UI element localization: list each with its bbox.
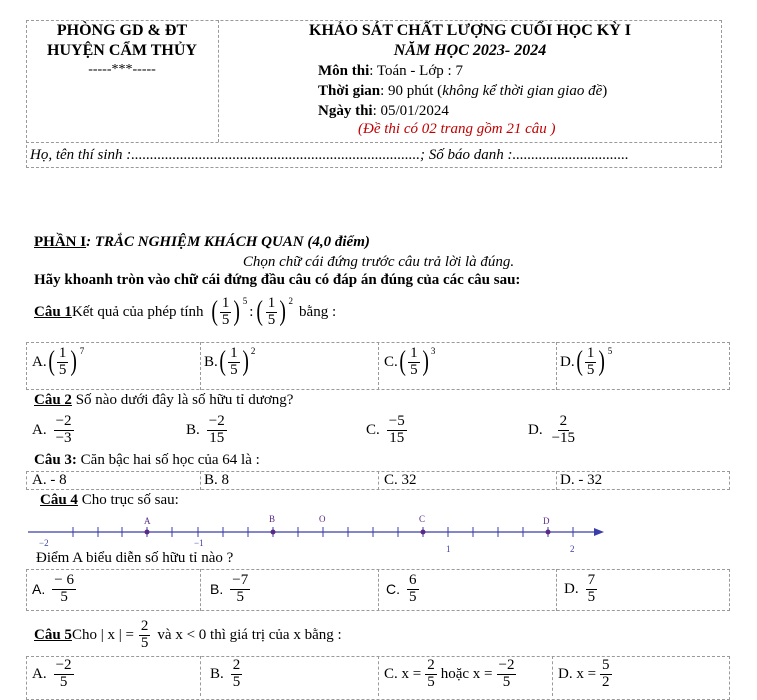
q1-col-divider: [378, 342, 379, 390]
label-o: O: [319, 514, 326, 524]
tick-label-2: 2: [570, 544, 575, 554]
q2-option-b[interactable]: B. $\frac{-2}{15}$: [186, 413, 225, 446]
label-a: A: [144, 516, 151, 526]
department-name: PHÒNG GD & ĐT: [56, 22, 188, 39]
q1-option-b[interactable]: B. ( $\frac{1}{5}$ ) $^2$: [204, 345, 256, 378]
question-5: [34, 619, 342, 652]
q1-col-divider: [200, 342, 201, 390]
q5-option-b[interactable]: B. $\frac{2}{5}$: [210, 657, 241, 690]
section-instruction: Chọn chữ cái đứng trước câu trả lời là đúng.: [242, 254, 515, 270]
q3-col-divider: [200, 471, 201, 490]
question-5-label: Câu 5: [34, 626, 72, 643]
q1-power-b: ( $\frac{1}{5}$ ) $^2$: [256, 295, 294, 328]
label-d: D: [543, 516, 550, 526]
q1-divide: :: [249, 303, 254, 320]
q1-option-a[interactable]: A. ( $\frac{1}{5}$ ) $^7$: [32, 345, 85, 378]
q1-option-c[interactable]: C. ( $\frac{1}{5}$ ) $^3$: [384, 345, 436, 378]
time-line: [318, 83, 607, 100]
district-name: HUYỆN CẨM THỦY: [47, 42, 197, 59]
q3-option-b[interactable]: B. 8: [204, 472, 230, 488]
question-3-text: Căn bậc hai số học của 64 là :: [76, 452, 260, 468]
time-note: không kể thời gian giao đề: [442, 83, 603, 99]
q3-option-c[interactable]: C. 32: [384, 472, 417, 488]
date-value: : 05/01/2024: [372, 103, 449, 119]
date-line: [318, 103, 449, 120]
q5-col-divider: [200, 656, 201, 696]
q5-fraction: $\frac{2}{5}$: [140, 618, 149, 651]
question-1-tail: bằng :: [299, 303, 337, 320]
subject-line: [318, 63, 463, 80]
question-1: [34, 296, 336, 329]
question-3-label: Câu 3:: [34, 452, 77, 468]
section-title-label: PHẦN I: [34, 234, 87, 250]
question-4: [40, 492, 179, 509]
q4-option-a[interactable]: A. $\frac{- 6}{5}$: [32, 572, 74, 605]
school-year: NĂM HỌC 2023- 2024: [393, 42, 547, 59]
point-a: [145, 530, 150, 535]
student-name-line: Họ, tên thí sinh :.............................................................................; Số báo danh :...............................: [30, 147, 629, 163]
header-divider-horizontal: [26, 142, 722, 143]
q1-power-a: ( $\frac{1}{5}$ ) $^5$: [210, 295, 248, 328]
q3-col-divider: [556, 471, 557, 490]
point-b: [271, 530, 276, 535]
q1-option-d[interactable]: D. ( $\frac{1}{5}$ ) $^5$: [560, 345, 613, 378]
section-title-rest: : TRẮC NGHIỆM KHÁCH QUAN (4,0 điểm): [86, 234, 370, 250]
time-value: : 90 phút (: [380, 83, 443, 99]
q2-option-d[interactable]: D. $\frac{2}{-15}$: [528, 413, 576, 446]
question-5-condition: và x < 0 thì giá trị của x bằng :: [157, 626, 342, 643]
point-c: [421, 530, 426, 535]
exam-title: KHẢO SÁT CHẤT LƯỢNG CUỐI HỌC KỲ I: [309, 22, 631, 39]
question-4-text: Cho trục số sau:: [77, 492, 179, 508]
tick-label-1: 1: [446, 544, 451, 554]
q4-option-c[interactable]: C. $\frac{6}{5}$: [386, 572, 417, 605]
q5-col-divider: [552, 656, 553, 696]
q2-option-c[interactable]: C. $\frac{-5}{15}$: [366, 413, 405, 446]
q3-col-divider: [378, 471, 379, 490]
question-2-text: Số nào dưới đây là số hữu tỉ dương?: [71, 392, 294, 408]
question-1-text: Kết quả của phép tính: [71, 303, 204, 320]
q5-col-divider: [378, 656, 379, 696]
section-instruction-bold: Hãy khoanh tròn vào chữ cái đứng đầu câu có đáp án đúng của các câu sau:: [34, 272, 521, 288]
q4-col-divider: [556, 569, 557, 611]
question-2-label: Câu 2: [34, 392, 72, 408]
label-b: B: [269, 514, 276, 524]
q5-option-c[interactable]: C. x = $\frac{2}{5}$ hoặc x = $\frac{-2}{5}$: [384, 657, 515, 690]
q2-option-a[interactable]: A. $\frac{-2}{-3}$: [32, 413, 72, 446]
tick-label-neg2: −2: [39, 538, 49, 548]
q4-col-divider: [200, 569, 201, 611]
section-title: [34, 234, 370, 251]
page-note: (Đề thi có 02 trang gồm 21 câu ): [358, 121, 556, 137]
q4-col-divider: [378, 569, 379, 611]
question-4-prompt: Điểm A biểu diễn số hữu tỉ nào ?: [36, 550, 234, 566]
tick-label-neg1: −1: [194, 538, 204, 548]
label-c: C: [419, 514, 426, 524]
subject-label: Môn thi: [318, 63, 370, 79]
question-4-label: Câu 4: [40, 492, 78, 508]
q4-option-b[interactable]: B. $\frac{-7}{5}$: [210, 572, 249, 605]
subject-value: : Toán - Lớp : 7: [369, 63, 463, 79]
q5-option-a[interactable]: A. $\frac{-2}{5}$: [32, 657, 72, 690]
q3-option-d[interactable]: D. - 32: [560, 472, 603, 488]
question-3: [34, 452, 260, 469]
q3-option-a[interactable]: A. - 8: [32, 472, 67, 488]
department-stars: -----***-----: [88, 62, 156, 77]
question-2: [34, 392, 293, 409]
q4-option-d[interactable]: D. $\frac{7}{5}$: [564, 572, 596, 605]
q5-option-d[interactable]: D. x = $\frac{5}{2}$: [558, 657, 610, 690]
time-close: ): [602, 83, 608, 99]
question-1-label: Câu 1: [34, 303, 72, 320]
date-label: Ngày thi: [318, 103, 373, 119]
time-label: Thời gian: [318, 83, 381, 99]
question-5-text: Cho | x | =: [71, 626, 134, 643]
q1-col-divider: [556, 342, 557, 390]
point-d: [546, 530, 551, 535]
